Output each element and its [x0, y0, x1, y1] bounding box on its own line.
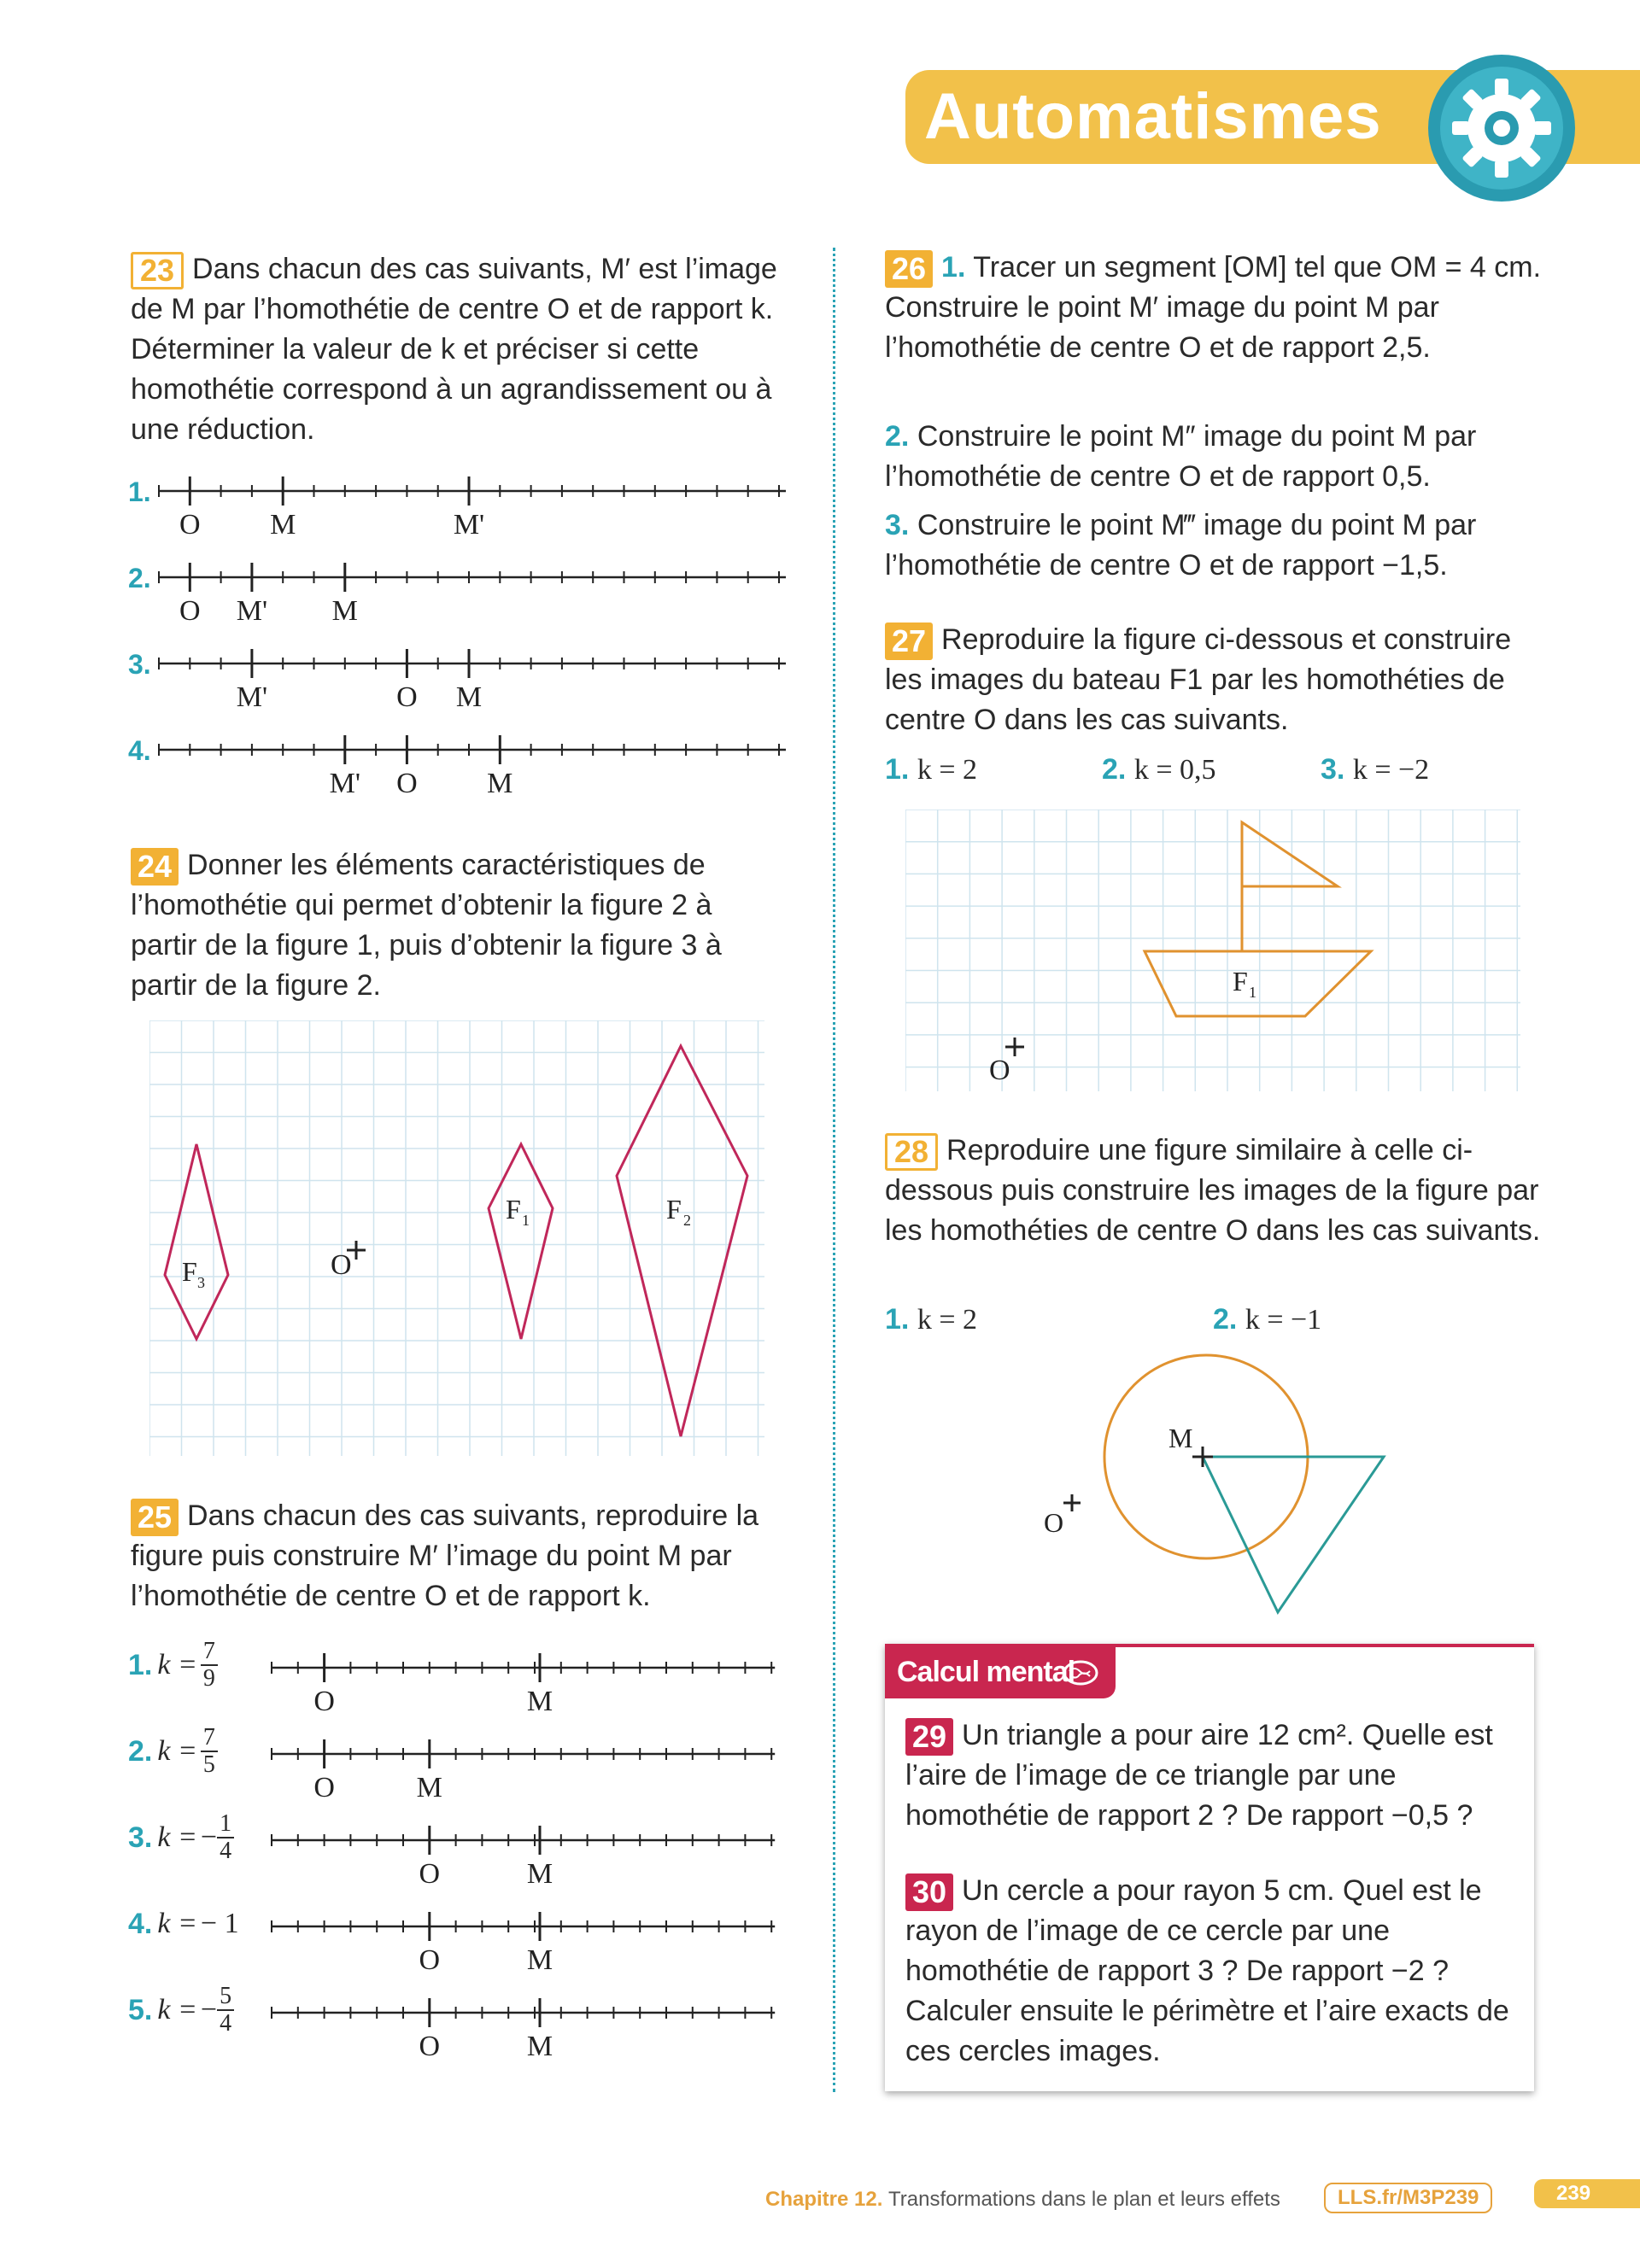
exercise-number: 30	[905, 1873, 953, 1911]
label-f1-sub: 1	[1249, 984, 1256, 1001]
point-label: M	[526, 1944, 554, 1976]
case-value: k = −1	[1245, 1304, 1322, 1336]
exercise-text: Donner les éléments caractéristiques de l’homothétie qui permet d’obtenir la figure 2 à partir de la figure 1, puis d’obtenir la figure 3 à partir de la figure 2.	[131, 849, 722, 1002]
exercise-text: Dans chacun des cas suivants, M′ est l’image de M par l’homothétie de centre O et de rapport k. Déterminer la valeur de k et préciser si cette homothétie correspond à un agrandissement ou à une réduction.	[131, 253, 777, 447]
line-label: 4.	[128, 735, 151, 766]
label-f2: F	[666, 1194, 682, 1225]
grid-figure-24	[149, 1020, 764, 1456]
label-f1: F	[1233, 966, 1248, 997]
case-label: 2.	[1213, 1303, 1238, 1336]
part-1-text: Tracer un segment [OM] tel que OM = 4 cm. Construire le point M′ image du point M par l’homothétie de centre O et de rapport 2,5.	[885, 251, 1542, 365]
k-value-label: 2. k = $\frac{7}{5}$	[128, 1721, 218, 1781]
exercise-24	[131, 845, 780, 1006]
point-label: M	[270, 509, 296, 541]
exercise-25	[131, 1496, 788, 1616]
point-label: M'	[236, 595, 268, 627]
exercise-text: Dans chacun des cas suivants, reproduire la figure puis construire M′ l’image du point M par l’homothétie de centre O et de rapport k.	[131, 1499, 759, 1613]
exercise-28	[885, 1131, 1551, 1251]
label-f2-sub: 2	[683, 1212, 691, 1229]
point-label: O	[419, 1858, 441, 1890]
part-label: 1.	[941, 251, 966, 284]
number-lines-25	[265, 1644, 794, 2079]
point-label: M	[455, 681, 483, 713]
point-label: O	[313, 1772, 335, 1803]
point-label: M	[526, 2031, 554, 2062]
point-label: M	[526, 1858, 554, 1890]
line-label: 2.	[128, 563, 151, 593]
point-label: O	[179, 595, 201, 627]
part-2-text: Construire le point M″ image du point M par l’homothétie de centre O et de rapport 0,5.	[885, 420, 1477, 493]
exercise-28-cases	[885, 1300, 1585, 1342]
exercise-26	[885, 248, 1551, 368]
page-number: 239	[1534, 2179, 1640, 2208]
case-value: k = 2	[917, 754, 977, 786]
point-label: M	[331, 595, 358, 627]
point-label: M'	[236, 681, 268, 713]
label-o: O	[989, 1055, 1010, 1086]
k-value-label: 4. k = − 1	[128, 1907, 239, 1940]
footer-link[interactable]: LLS.fr/M3P239	[1324, 2183, 1492, 2213]
k-value-label: 5. k = − $\frac{5}{4}$	[128, 1980, 234, 2040]
point-label: O	[419, 1944, 441, 1976]
label-f1-sub: 1	[522, 1212, 530, 1229]
gear-icon	[1426, 53, 1577, 203]
case-label: 1.	[885, 1303, 910, 1336]
footer-chapter: Chapitre 12.	[765, 2188, 883, 2211]
point-label: O	[396, 681, 418, 713]
case-label: 3.	[1321, 753, 1345, 786]
point-label: O	[179, 509, 201, 541]
brain-icon	[1061, 1657, 1100, 1692]
case-value: k = −2	[1352, 754, 1430, 786]
exercise-text: Reproduire la figure ci-dessous et construire les images du bateau F1 par les homothéties de centre O dans les cas suivants.	[885, 623, 1512, 737]
exercise-number: 29	[905, 1718, 953, 1756]
label-f3-sub: 3	[197, 1274, 205, 1291]
exercise-27	[885, 620, 1551, 740]
part-3-text: Construire le point M‴ image du point M par l’homothétie de centre O et de rapport −1,5.	[885, 509, 1477, 582]
column-divider	[833, 248, 835, 2092]
point-label: M'	[329, 768, 360, 799]
exercise-number: 27	[885, 623, 933, 660]
footer-chapter-title: Transformations dans le plan et leurs effets	[888, 2188, 1280, 2211]
label-f3: F	[182, 1256, 197, 1287]
point-label: O	[419, 2031, 441, 2062]
calc-title: Calcul mental	[897, 1656, 1075, 1688]
label-f1: F	[506, 1194, 521, 1225]
shape-f2	[617, 1046, 747, 1436]
point-label: M	[487, 768, 513, 799]
k-value-label: 1. k = $\frac{7}{9}$	[128, 1635, 218, 1695]
point-label: M	[416, 1772, 442, 1803]
exercise-number: 24	[131, 848, 179, 886]
point-label: O	[396, 768, 418, 799]
calcul-mental-box	[885, 1644, 1534, 2091]
label-o: O	[331, 1249, 352, 1281]
exercise-29	[905, 1716, 1514, 1836]
exercise-27-cases	[885, 750, 1585, 792]
k-labels-25	[128, 1635, 282, 2079]
boat-f1	[1145, 822, 1371, 1016]
label-o: O	[1044, 1507, 1064, 1538]
case-value: k = 2	[917, 1304, 977, 1336]
shape-f3	[165, 1144, 228, 1339]
page-title: Automatismes	[924, 80, 1382, 153]
calc-tab	[885, 1647, 1116, 1698]
exercise-26-part-3	[885, 506, 1551, 586]
figure-28	[1025, 1349, 1418, 1622]
line-label: 1.	[128, 476, 151, 507]
k-value-label: 3. k = − $\frac{1}{4}$	[128, 1808, 234, 1868]
case-label: 2.	[1102, 753, 1127, 786]
exercise-number: 26	[885, 250, 933, 288]
exercise-23	[131, 249, 780, 450]
exercise-26-part-2	[885, 417, 1551, 497]
line-label: 3.	[128, 649, 151, 680]
triangle	[1203, 1457, 1384, 1612]
exercise-text: Un triangle a pour aire 12 cm². Quelle est l’aire de l’image de ce triangle par une homothétie de rapport 2 ? De rapport −0,5 ?	[905, 1719, 1493, 1833]
case-value: k = 0,5	[1133, 754, 1216, 786]
part-label: 2.	[885, 420, 910, 453]
exercise-number: 28	[885, 1133, 938, 1171]
number-lines-23	[128, 465, 794, 807]
point-label: M	[526, 1686, 554, 1717]
exercise-30	[905, 1871, 1514, 2072]
footer	[765, 2179, 1640, 2217]
exercise-number: 25	[131, 1499, 179, 1536]
exercise-number: 23	[131, 252, 184, 289]
exercise-text: Un cercle a pour rayon 5 cm. Quel est le rayon de l’image de ce cercle par une homothétie de rapport 3 ? De rapport −2 ? Calculer ensuite le périmètre et l’aire exacts de ces cercles images.	[905, 1874, 1509, 2068]
label-m: M	[1168, 1423, 1193, 1453]
point-label: O	[313, 1686, 335, 1717]
part-label: 3.	[885, 509, 910, 541]
point-label: M'	[453, 509, 485, 541]
exercise-text: Reproduire une figure similaire à celle ci-dessous puis construire les images de la figure par les homothéties de centre O dans les cas suivants.	[885, 1134, 1541, 1248]
grid-figure-27	[905, 810, 1520, 1091]
case-label: 1.	[885, 753, 910, 786]
shape-f1	[489, 1144, 553, 1339]
